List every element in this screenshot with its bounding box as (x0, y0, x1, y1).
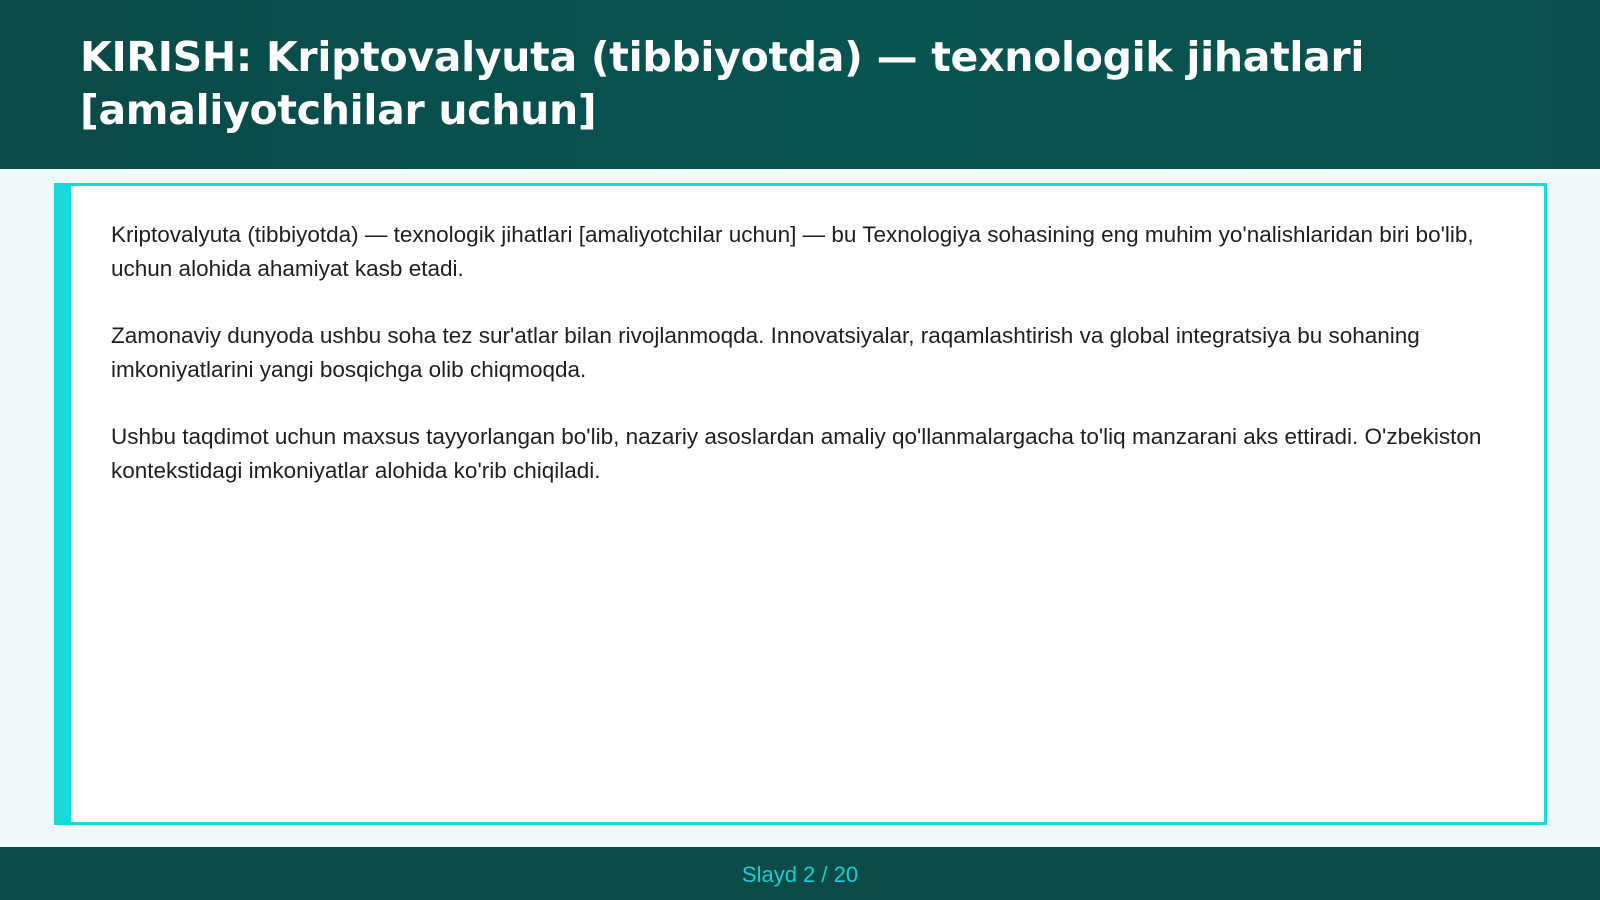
content-paragraph-1: Kriptovalyuta (tibbiyotda) — texnologik jihatlari [amaliyotchilar uchun] — bu Texnologiya sohasining eng muhim yo'nalishlaridan biri bo'lib, uchun alohida ahamiyat kasb etadi. (111, 222, 1474, 281)
slide-header (0, 0, 1600, 169)
content-paragraph-3: Ushbu taqdimot uchun maxsus tayyorlangan bo'lib, nazariy asoslardan amaliy qo'llanmalargacha to'liq manzarani aks ettiradi. O'zbekiston kontekstidagi imkoniyatlar alohida ko'rib chiqiladi. (111, 424, 1482, 483)
slide-footer (0, 847, 1600, 900)
content-paragraph-2: Zamonaviy dunyoda ushbu soha tez sur'atlar bilan rivojlanmoqda. Innovatsiyalar, raqamlashtirish va global integratsiya bu sohaning imkoniyatlarini yangi bosqichga olib chiqmoqda. (111, 323, 1420, 382)
slide-title: KIRISH: Kriptovalyuta (tibbiyotda) — texnologik jihatlari [amaliyotchilar uchun] (80, 33, 1365, 134)
slide-number: Slayd 2 / 20 (741, 862, 859, 887)
content-card (54, 183, 1547, 825)
